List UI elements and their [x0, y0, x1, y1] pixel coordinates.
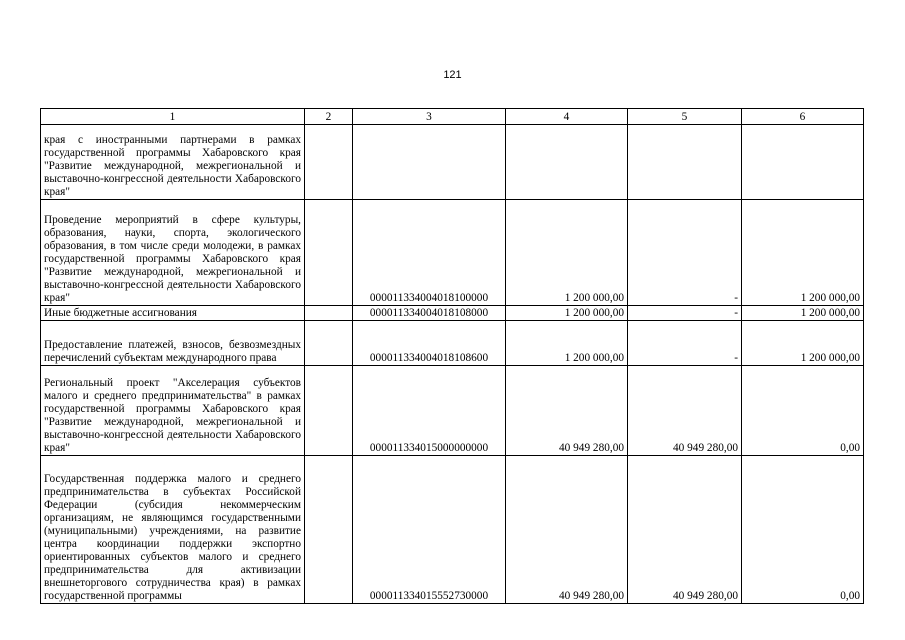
row-value-6: 1 200 000,00 — [742, 321, 864, 366]
row-value-4 — [506, 125, 628, 200]
row-name: Иные бюджетные ассигнования — [41, 306, 305, 321]
row-col-2 — [305, 321, 353, 366]
row-code: 000011334004018108600 — [353, 321, 506, 366]
row-value-6 — [742, 125, 864, 200]
row-value-5 — [628, 125, 742, 200]
row-value-4: 40 949 280,00 — [506, 366, 628, 456]
row-code: 000011334004018100000 — [353, 200, 506, 306]
row-value-4: 1 200 000,00 — [506, 200, 628, 306]
table-row — [41, 456, 864, 604]
row-name: Предоставление платежей, взносов, безвозмездных перечислений субъектам международного права — [41, 321, 305, 366]
row-value-6: 1 200 000,00 — [742, 306, 864, 321]
row-value-5: 40 949 280,00 — [628, 366, 742, 456]
row-name: края с иностранными партнерами в рамках государственной программы Хабаровского края "Развитие международной, межрегиональной и выставочно-конгрессной деятельности Хабаровского края" — [41, 125, 305, 200]
row-col-2 — [305, 306, 353, 321]
row-code: 000011334015000000000 — [353, 366, 506, 456]
table-header — [41, 109, 864, 125]
table-row — [41, 125, 864, 200]
row-name: Государственная поддержка малого и среднего предпринимательства в субъектах Российской Федерации (субсидия некоммерческим организациям, не являющимся государственными (муниципальными) учреждениями, на развитие центра координации поддержки экспортно ориентированных субъектов малого и среднего предпринимательства для активизации внешнеторгового сотрудничества края) в рамках государственной программы — [41, 456, 305, 604]
row-value-4: 1 200 000,00 — [506, 321, 628, 366]
row-value-4: 1 200 000,00 — [506, 306, 628, 321]
table-row — [41, 366, 864, 456]
row-col-2 — [305, 456, 353, 604]
row-value-5: 40 949 280,00 — [628, 456, 742, 604]
row-value-6: 1 200 000,00 — [742, 200, 864, 306]
table-row — [41, 306, 864, 321]
row-code — [353, 125, 506, 200]
budget-table — [40, 108, 864, 604]
row-name: Проведение мероприятий в сфере культуры, образования, науки, спорта, экологического образования, в том числе среди молодежи, в рамках государственной программы Хабаровского края "Развитие международной, межрегиональной и выставочно-конгрессной деятельности Хабаровского края" — [41, 200, 305, 306]
header-col-2: 2 — [305, 109, 353, 125]
table-row — [41, 200, 864, 306]
header-col-4: 4 — [506, 109, 628, 125]
header-col-6: 6 — [742, 109, 864, 125]
header-row — [41, 109, 864, 125]
row-value-5: - — [628, 200, 742, 306]
row-value-5: - — [628, 306, 742, 321]
row-value-6: 0,00 — [742, 456, 864, 604]
row-value-4: 40 949 280,00 — [506, 456, 628, 604]
row-code: 000011334004018108000 — [353, 306, 506, 321]
table-row — [41, 321, 864, 366]
table-body — [41, 125, 864, 604]
row-value-5: - — [628, 321, 742, 366]
header-col-3: 3 — [353, 109, 506, 125]
header-col-1: 1 — [41, 109, 305, 125]
row-col-2 — [305, 125, 353, 200]
row-code: 000011334015552730000 — [353, 456, 506, 604]
page-number: 121 — [443, 69, 462, 81]
header-col-5: 5 — [628, 109, 742, 125]
row-value-6: 0,00 — [742, 366, 864, 456]
row-name: Региональный проект "Акселерация субъектов малого и среднего предпринимательства" в рамках государственной программы Хабаровского края "Развитие международной, межрегиональной и выставочно-конгрессной деятельности Хабаровского края" — [41, 366, 305, 456]
row-col-2 — [305, 366, 353, 456]
row-col-2 — [305, 200, 353, 306]
